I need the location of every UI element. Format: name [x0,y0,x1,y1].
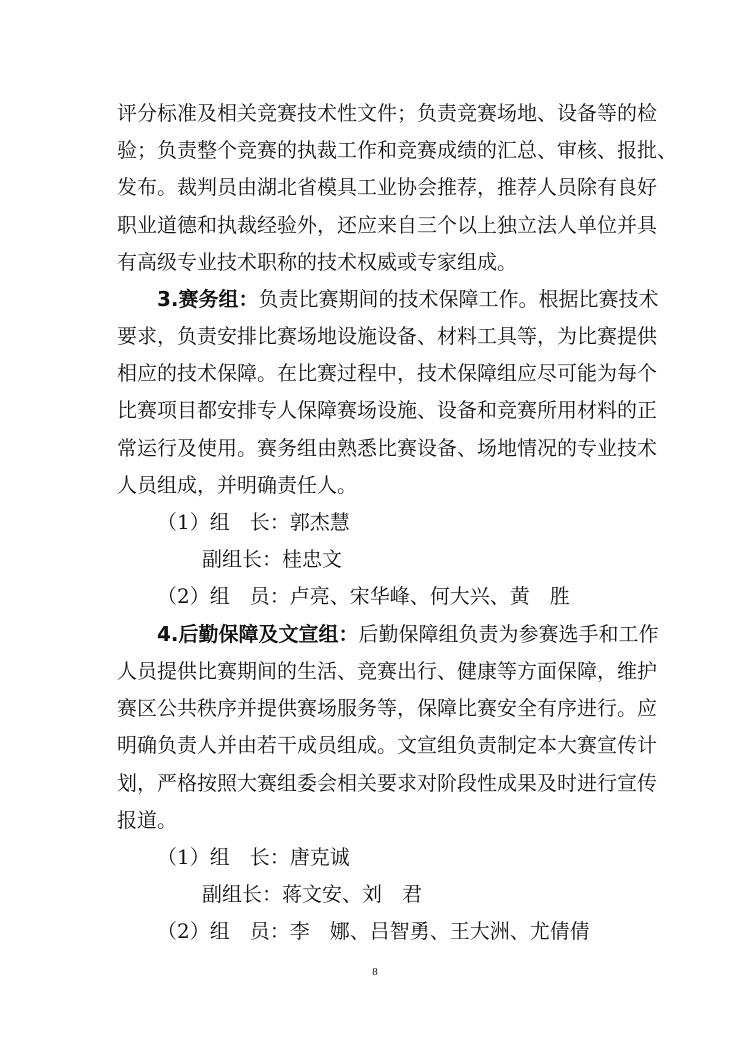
section-heading: 4.后勤保障及文宣组： [157,622,359,646]
body-text-line: 职业道德和执裁经验外，还应来自三个以上独立法人单位并具 [117,213,657,237]
team-members: （2）组 员：卢亮、宋华峰、何大兴、黄 胜 [157,584,570,608]
team-leader: （1）组 长：郭杰慧 [157,510,350,534]
body-text-line: 报道。 [117,808,177,832]
body-text-line: 明确负责人并由若干成员组成。文宣组负责制定本大赛宣传计 [117,733,657,757]
body-text-line: 赛区公共秩序并提供赛场服务等，保障比赛安全有序进行。应 [117,696,657,720]
body-text-line: 有高级专业技术职称的技术权威或专家组成。 [117,250,517,274]
team-deputy: 副组长：桂忠文 [202,547,342,571]
team-leader: （1）组 长：唐克诚 [157,845,350,869]
body-text-line: 发布。裁判员由湖北省模具工业协会推荐，推荐人员除有良好 [117,175,657,199]
body-text-line: 要求，负责安排比赛场地设施设备、材料工具等，为比赛提供 [117,324,657,348]
body-text-line: 验；负责整个竞赛的执裁工作和竞赛成绩的汇总、审核、报批、 [117,138,677,162]
body-text-line: 相应的技术保障。在比赛过程中，技术保障组应尽可能为每个 [117,361,657,385]
page-number: 8 [372,966,378,978]
team-members: （2）组 员：李 娜、吕智勇、王大洲、尤倩倩 [157,919,590,943]
section-heading-line [157,279,659,319]
body-text-line: 划，严格按照大赛组委会相关要求对阶段性成果及时进行宣传 [117,771,657,795]
section-intro: 后勤保障组负责为参赛选手和工作 [358,622,659,646]
section-heading-line [157,614,659,654]
section-heading: 3.赛务组： [157,287,259,311]
body-text-line: 评分标准及相关竞赛技术性文件；负责竞赛场地、设备等的检 [117,101,657,125]
team-deputy: 副组长：蒋文安、刘 君 [202,882,422,906]
body-text-line: 人员提供比赛期间的生活、竞赛出行、健康等方面保障，维护 [117,659,657,683]
body-text-line: 比赛项目都安排专人保障赛场设施、设备和竞赛所用材料的正 [117,398,657,422]
body-text-line: 常运行及使用。赛务组由熟悉比赛设备、场地情况的专业技术 [117,436,657,460]
section-intro: 负责比赛期间的技术保障工作。根据比赛技术 [258,287,659,311]
body-text-line: 人员组成，并明确责任人。 [117,473,357,497]
